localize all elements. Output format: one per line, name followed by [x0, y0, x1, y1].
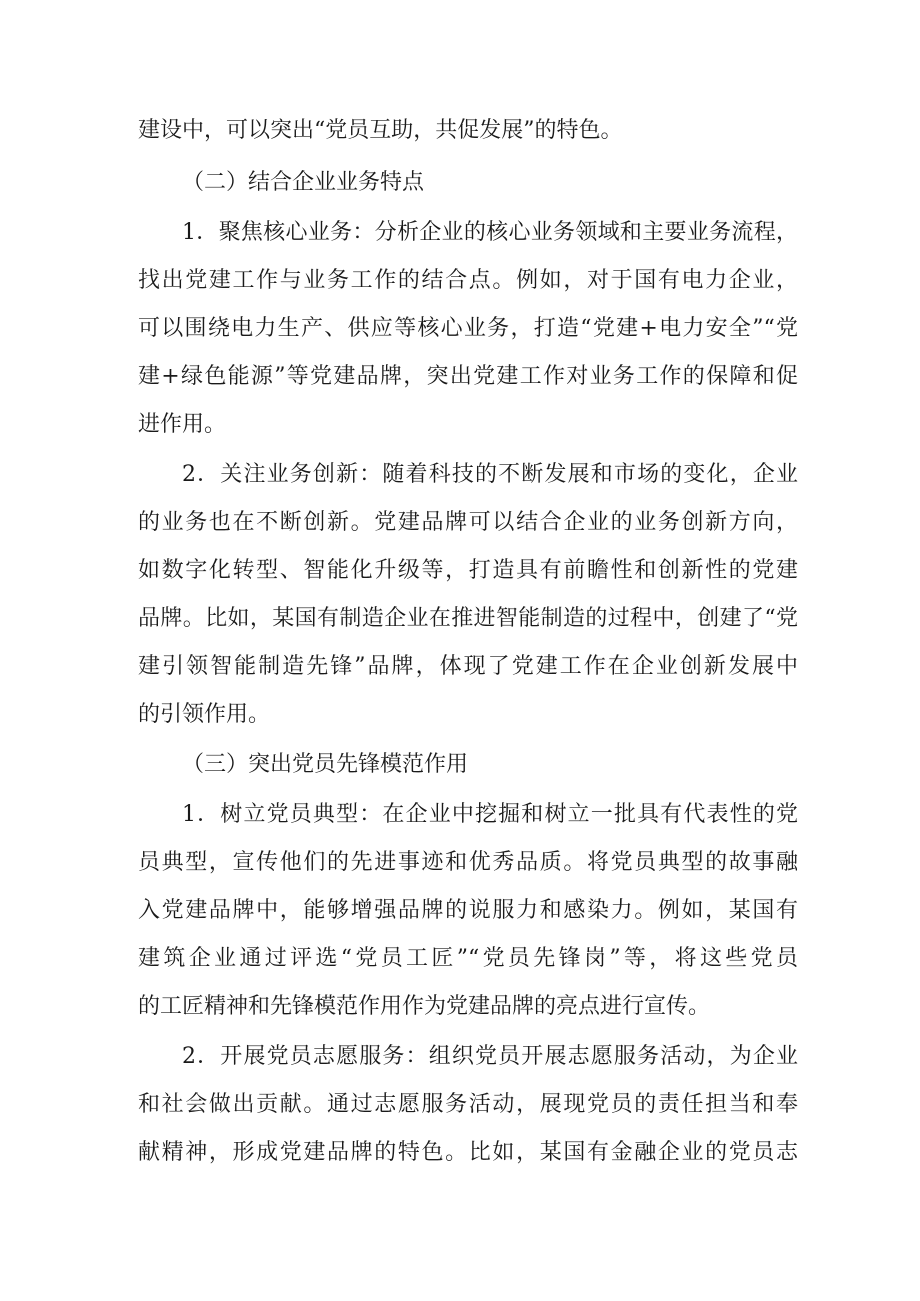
section-heading: （二）结合企业业务特点 [182, 170, 425, 195]
paragraph-line: 的业务也在不断创新。党建品牌可以结合企业的业务创新方向， [138, 510, 798, 535]
paragraph-line: 如数字化转型、智能化升级等，打造具有前瞻性和创新性的党建 [138, 558, 798, 583]
paragraph-line: 2．关注业务创新：随着科技的不断发展和市场的变化，企业 [182, 462, 798, 487]
paragraph-line: 建设中，可以突出“党员互助，共促发展”的特色。 [138, 118, 623, 143]
paragraph-line: 建引领智能制造先锋”品牌，体现了党建工作在企业创新发展中 [138, 654, 798, 679]
paragraph-line: 找出党建工作与业务工作的结合点。例如，对于国有电力企业， [138, 268, 798, 293]
paragraph-line: 员典型，宣传他们的先进事迹和优秀品质。将党员典型的故事融 [138, 850, 798, 875]
paragraph-line: 的工匠精神和先锋模范作用作为党建品牌的亮点进行宣传。 [138, 994, 711, 1019]
paragraph-line: 进作用。 [138, 412, 227, 437]
section-heading: （三）突出党员先锋模范作用 [182, 752, 469, 777]
paragraph-line: 建筑企业通过评选“党员工匠”“党员先锋岗”等，将这些党员 [138, 946, 798, 971]
paragraph-line: 入党建品牌中，能够增强品牌的说服力和感染力。例如，某国有 [138, 898, 798, 923]
paragraph-line: 1．聚焦核心业务：分析企业的核心业务领域和主要业务流程， [182, 220, 798, 245]
paragraph-line: 2．开展党员志愿服务：组织党员开展志愿服务活动，为企业 [182, 1044, 798, 1069]
paragraph-line: 和社会做出贡献。通过志愿服务活动，展现党员的责任担当和奉 [138, 1092, 798, 1117]
paragraph-line: 的引领作用。 [138, 702, 271, 727]
paragraph-line: 品牌。比如，某国有制造企业在推进智能制造的过程中，创建了“党 [138, 606, 798, 631]
paragraph-line: 建+绿色能源”等党建品牌，突出党建工作对业务工作的保障和促 [138, 364, 798, 389]
paragraph-line: 献精神，形成党建品牌的特色。比如，某国有金融企业的党员志 [138, 1140, 798, 1165]
paragraph-line: 1．树立党员典型：在企业中挖掘和树立一批具有代表性的党 [182, 802, 798, 827]
paragraph-line: 可以围绕电力生产、供应等核心业务，打造“党建+电力安全”“党 [138, 316, 798, 341]
